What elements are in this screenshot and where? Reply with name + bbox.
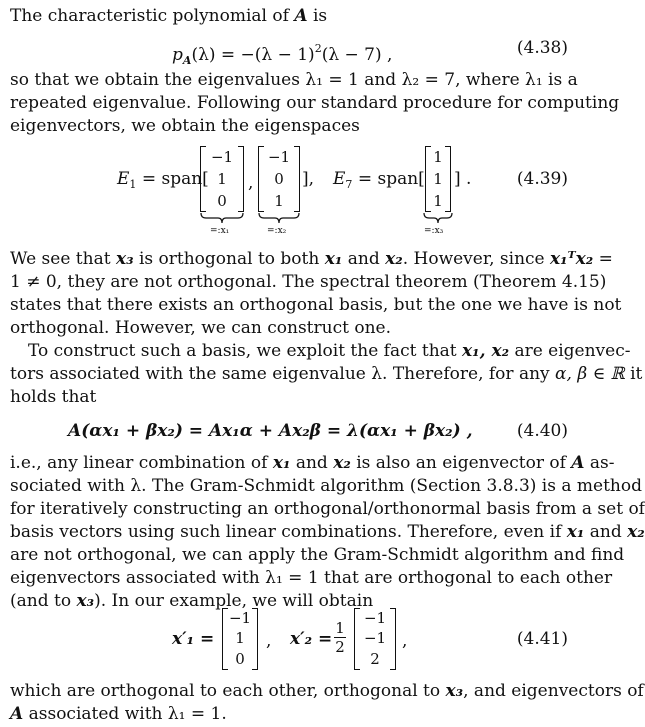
equation-number: (4.38) (516, 38, 568, 58)
text-line: i.e., any linear combination of x₁ and x₂ is also an eigenvector of A as- (10, 453, 615, 473)
vector-x2-prime: −1 −1 2 (354, 608, 396, 670)
text-line: holds that (10, 387, 97, 407)
vector-x1-prime: −1 1 0 (222, 608, 258, 670)
label-x2: =:x₂ (267, 226, 287, 236)
equation-4-39: $E_1$ = span[ −1 1 0 , −1 0 1 ], $E_7$ = span[ 1 1 1 ] . =:x₁ =:x₂ =:x₃ (4.39) (117, 147, 568, 236)
eigenvalues-line: so that we obtain the eigenvalues λ₁ = 1 and λ₂ = 7, where λ₁ is a (10, 70, 578, 90)
text-line: eigenvectors associated with λ₁ = 1 that are orthogonal to each other (10, 568, 613, 588)
underbrace-x1 (200, 212, 244, 224)
text-line: orthogonal. However, we can construct one. (10, 318, 391, 338)
label-x3: =:x₃ (424, 226, 444, 236)
equation-number: (4.40) (516, 421, 568, 441)
e7-label: $E_7$ = span[ (333, 169, 425, 191)
text-line: To construct such a basis, we exploit the fact that x₁, x₂ are eigenvec- (28, 341, 631, 361)
equation-number: (4.39) (516, 169, 568, 189)
vector-x3: 1 1 1 (425, 146, 451, 212)
equation-4-41: x′₁ = −1 1 0 , x′₂ = 1 2 −1 −1 2 , (4.41) (172, 608, 568, 669)
text-line: (and to x₃). In our example, we will obtain (10, 591, 374, 611)
equation-number: (4.41) (516, 629, 568, 649)
underbrace-x3 (423, 212, 453, 224)
vector-x1: −1 1 0 (200, 146, 244, 212)
text-line: tors associated with the same eigenvalue λ. Therefore, for any α, β ∈ ℝ it (10, 364, 643, 384)
fraction-one-half: 1 2 (335, 619, 345, 656)
text-line: sociated with λ. The Gram-Schmidt algorithm (Section 3.8.3) is a method (10, 476, 642, 496)
text-line: are not orthogonal, we can apply the Gram-Schmidt algorithm and find (10, 545, 625, 565)
label-x1: =:x₁ (210, 226, 230, 236)
text-line: repeated eigenvalue. Following our standard procedure for computing (10, 93, 620, 113)
text-line: for iteratively constructing an orthogonal/orthonormal basis from a set of (10, 499, 645, 519)
intro-line: The characteristic polynomial of A is (10, 6, 328, 26)
text-line: 1 ≠ 0, they are not orthogonal. The spectral theorem (Theorem 4.15) (10, 272, 607, 292)
text-line: We see that x₃ is orthogonal to both x₁ and x₂. However, since x₁ᵀx₂ = (10, 249, 613, 269)
text-line: states that there exists an orthogonal basis, but the one we have is not (10, 295, 622, 315)
text-line: A associated with λ₁ = 1. (10, 704, 227, 724)
text-line: basis vectors using such linear combinations. Therefore, even if x₁ and x₂ (10, 522, 645, 542)
text-line: which are orthogonal to each other, orthogonal to x₃, and eigenvectors of (10, 681, 644, 701)
textbook-page: The characteristic polynomial of A is $p_A(\lambda) = -(\lambda - 1)^2(\lambda - 7)$ , (4.38) so that we obtain the eigenvalues λ₁ = 1 and λ₂ = 7, where λ₁ is a repeated eigenvalue. Following our standard procedure for computing eigenvectors, we obtain the eigenspaces $E_1$ = span[ −1 1 0 , −1 0 1 ], $E_7$ = span[ 1 1 1 ] . =:x₁ =:x₂ =:x₃ (4.39) We see that x₃ is orthogonal to both x₁ and x₂. However, since x₁ᵀx₂ = 1 ≠ 0, they are not orthogonal. The spectral theorem (Theorem 4.15) states that there exists an orthogonal basis, but the one we have is not orthogonal. However, we can construct one. To construct such a basis, we exploit the fact that x₁, x₂ are eigenvec- tors associated with the same eigenvalue λ. Therefore, for any α, β ∈ ℝ it holds that A(αx₁ + βx₂) = Ax₁α + Ax₂β = λ(αx₁ + βx₂) , (4.40) i.e., any linear combination of x₁ and x₂ is also an eigenvector of A as- sociated with λ. The Gram-Schmidt algorithm (Section 3.8.3) is a method for iteratively constructing an orthogonal/orthonormal basis from a set of basis vectors using such linear combinations. Therefore, even if x₁ and x₂ are not orthogonal, we can apply the Gram-Schmidt algorithm and find eigenvectors associated with λ₁ = 1 that are orthogonal to each other (and to x₃). In our example, we will obtain x′₁ = −1 1 0 , x′₂ = 1 2 −1 −1 2 , (4.41) which are orthogonal to each other, orthogonal to x₃, and eigenvectors of A associated with λ₁ = 1. (0, 0, 578, 727)
vector-x2: −1 0 1 (258, 146, 300, 212)
underbrace-x2 (258, 212, 300, 224)
text-line: eigenvectors, we obtain the eigenspaces (10, 116, 360, 136)
e1-label: $E_1$ = span[ (117, 169, 209, 191)
